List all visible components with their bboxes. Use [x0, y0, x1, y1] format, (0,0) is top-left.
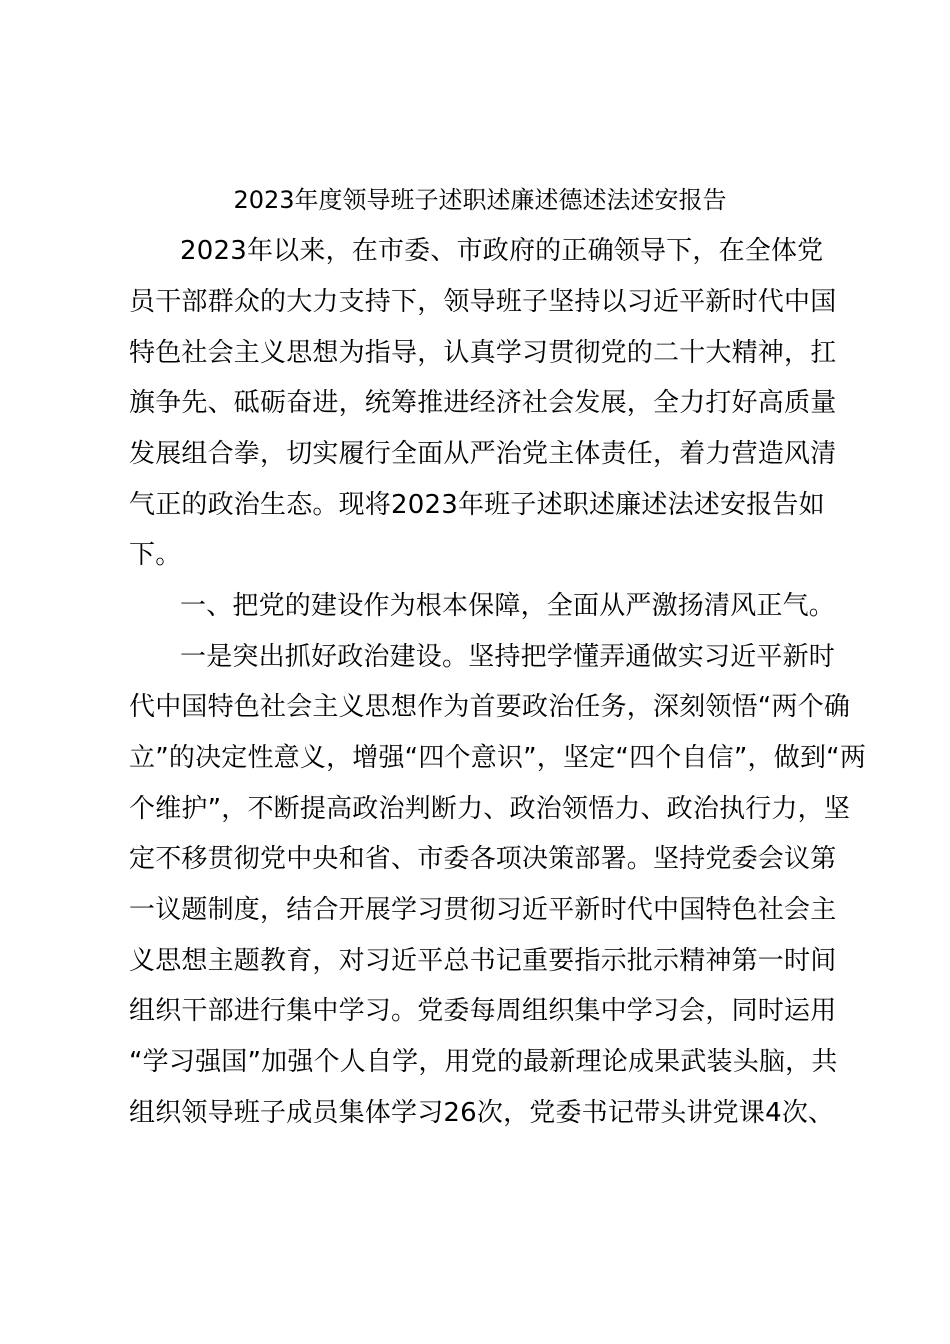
document-title: 2023年度领导班子述职述廉述德述法述安报告 [233, 186, 727, 214]
paragraph-line: 组织领导班子成员集体学习26次，党委书记带头讲党课4次、 [129, 1098, 835, 1128]
paragraph-line: “学习强国”加强个人自学，用党的最新理论成果武装头脑，共 [129, 1047, 838, 1077]
paragraph-line: 组织干部进行集中学习。党委每周组织集中学习会，同时运用 [129, 996, 837, 1026]
paragraph-line: 义思想主题教育，对习近平总书记重要指示批示精神第一时间 [129, 946, 837, 976]
paragraph-line: 一议题制度，结合开展学习贯彻习近平新时代中国特色社会主 [129, 895, 837, 925]
paragraph-line: 特色社会主义思想为指导，认真学习贯彻党的二十大精神，扛 [129, 338, 837, 368]
paragraph-line: 气正的政治生态。现将2023年班子述职述廉述法述安报告如 [129, 490, 825, 520]
paragraph-line: 定不移贯彻党中央和省、市委各项决策部署。坚持党委会议第 [129, 844, 837, 874]
paragraph-line: 代中国特色社会主义思想作为首要政治任务，深刻领悟“两个确 [129, 692, 851, 722]
paragraph-line: 2023年以来，在市委、市政府的正确领导下，在全体党 [180, 236, 824, 266]
paragraph-line: 员干部群众的大力支持下，领导班子坚持以习近平新时代中国 [129, 287, 837, 317]
paragraph-line: 下。 [129, 540, 182, 570]
section-heading: 一、把党的建设作为根本保障，全面从严激扬清风正气。 [180, 591, 836, 621]
paragraph-line: 发展组合拳，切实履行全面从严治党主体责任，着力营造风清 [129, 439, 837, 469]
paragraph-line: 立”的决定性意义，增强“四个意识”，坚定“四个自信”，做到“两 [129, 743, 867, 773]
paragraph-line: 个维护”，不断提高政治判断力、政治领悟力、政治执行力，坚 [129, 794, 851, 824]
paragraph-line: 一是突出抓好政治建设。坚持把学懂弄通做实习近平新时 [180, 642, 836, 672]
paragraph-line: 旗争先、砥砺奋进，统筹推进经济社会发展，全力打好高质量 [129, 388, 837, 418]
